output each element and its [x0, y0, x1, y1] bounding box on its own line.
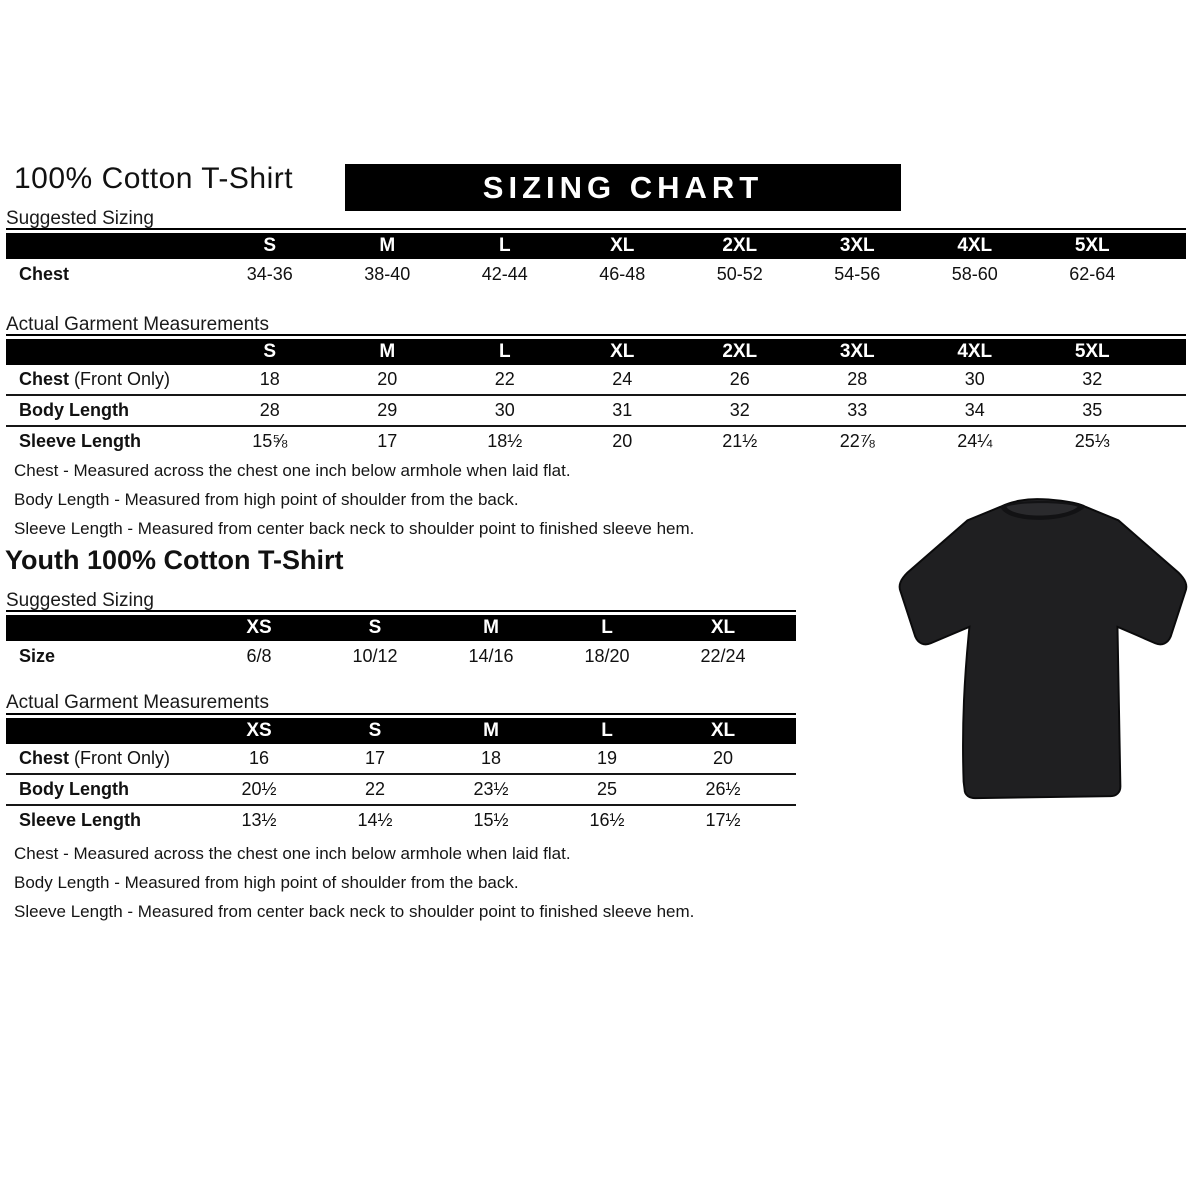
- column-header: M: [483, 720, 499, 741]
- column-header: 3XL: [839, 235, 875, 256]
- cell-value: 42-44: [481, 264, 528, 284]
- table-row: [6, 773, 796, 804]
- table-row: [6, 425, 1186, 456]
- cell-value: 30: [494, 400, 515, 420]
- cell-value: 22: [364, 779, 386, 799]
- black-tshirt-image: [892, 490, 1192, 812]
- youth-actual-measurements-table: [6, 713, 796, 835]
- cell-value: 20: [377, 369, 398, 389]
- cell-value: 14/16: [468, 646, 514, 666]
- sizing-chart-banner: SIZING CHART: [345, 164, 901, 211]
- cell-value: 33: [847, 400, 868, 420]
- table-row: [6, 394, 1186, 425]
- cell-value: 18½: [487, 431, 523, 451]
- column-header: L: [601, 617, 613, 638]
- column-header: L: [601, 720, 613, 741]
- cell-value: 30: [964, 369, 985, 389]
- cell-value: 18: [259, 369, 280, 389]
- column-header: 5XL: [1074, 341, 1110, 362]
- table-header-row: [6, 233, 1186, 259]
- table-row: [6, 744, 796, 773]
- adult-actual-measurements-label: Actual Garment Measurements: [6, 314, 269, 335]
- column-header: L: [498, 235, 511, 256]
- youth-suggested-sizing-table: [6, 610, 796, 672]
- cell-value: 32: [729, 400, 750, 420]
- cell-value: 13½: [241, 810, 277, 830]
- cell-value: 16: [248, 748, 270, 768]
- cell-value: 17½: [705, 810, 741, 830]
- note-line: Chest - Measured across the chest one inch below armhole when laid flat.: [14, 844, 571, 863]
- cell-value: 17: [364, 748, 386, 768]
- cell-value: 18/20: [584, 646, 630, 666]
- row-label: Body Length: [19, 400, 129, 420]
- cell-value: 62-64: [1069, 264, 1116, 284]
- column-header: S: [263, 235, 277, 256]
- cell-value: 15⅝: [252, 431, 288, 451]
- row-label-suffix: (Front Only): [69, 369, 171, 389]
- row-label: Body Length: [19, 779, 129, 799]
- table-header-row: [6, 339, 1186, 365]
- cell-value: 16½: [589, 810, 625, 830]
- column-header: XL: [610, 341, 635, 362]
- cell-value: 32: [1082, 369, 1103, 389]
- cell-value: 50-52: [716, 264, 763, 284]
- column-header: 4XL: [957, 341, 993, 362]
- column-header: S: [368, 720, 382, 741]
- adult-suggested-sizing-table: [6, 228, 1186, 290]
- column-header: 4XL: [957, 235, 993, 256]
- cell-value: 31: [612, 400, 633, 420]
- cell-value: 18: [480, 748, 502, 768]
- column-header: XL: [710, 720, 736, 741]
- column-header: 2XL: [722, 235, 758, 256]
- note-line: Sleeve Length - Measured from center back neck to shoulder point to finished sleeve hem.: [14, 902, 695, 921]
- column-header: 5XL: [1074, 235, 1110, 256]
- adult-suggested-sizing-label: Suggested Sizing: [6, 208, 154, 229]
- cell-value: 20: [612, 431, 633, 451]
- column-header: M: [483, 617, 499, 638]
- cell-value: 54-56: [834, 264, 881, 284]
- cell-value: 21½: [722, 431, 758, 451]
- column-header: 2XL: [722, 341, 758, 362]
- cell-value: 14½: [357, 810, 393, 830]
- youth-measurement-notes: [14, 839, 694, 926]
- row-label: Chest (Front Only): [19, 369, 171, 389]
- row-label: Sleeve Length: [19, 810, 142, 830]
- cell-value: 29: [377, 400, 398, 420]
- youth-suggested-sizing-label: Suggested Sizing: [6, 590, 154, 611]
- row-label: Chest (Front Only): [19, 748, 171, 768]
- cell-value: 24¼: [957, 431, 993, 451]
- cell-value: 46-48: [599, 264, 646, 284]
- column-header: XL: [710, 617, 736, 638]
- cell-value: 28: [847, 369, 868, 389]
- cell-value: 25⅓: [1074, 431, 1110, 451]
- cell-value: 35: [1082, 400, 1103, 420]
- cell-value: 19: [596, 748, 618, 768]
- note-line: Body Length - Measured from high point of shoulder from the back.: [14, 490, 519, 509]
- row-label: Sleeve Length: [19, 431, 142, 451]
- column-header: M: [379, 341, 396, 362]
- cell-value: 23½: [473, 779, 509, 799]
- row-label-suffix: (Front Only): [69, 748, 171, 768]
- adult-section-title: 100% Cotton T-Shirt: [14, 162, 294, 195]
- cell-value: 58-60: [951, 264, 998, 284]
- row-label: Size: [19, 646, 56, 666]
- table-row: [6, 259, 1186, 290]
- table-row: [6, 365, 1186, 394]
- cell-value: 15½: [473, 810, 509, 830]
- note-line: Body Length - Measured from high point of shoulder from the back.: [14, 873, 519, 892]
- table-header-row: [6, 718, 796, 744]
- column-header: XL: [610, 235, 635, 256]
- table-row: [6, 804, 796, 835]
- adult-measurement-notes: [14, 456, 694, 543]
- cell-value: 20½: [241, 779, 277, 799]
- cell-value: 26½: [705, 779, 741, 799]
- table-header-row: [6, 615, 796, 641]
- cell-value: 22/24: [700, 646, 746, 666]
- cell-value: 26: [729, 369, 750, 389]
- cell-value: 10/12: [352, 646, 398, 666]
- table-row: [6, 641, 796, 672]
- column-header: XS: [246, 720, 272, 741]
- column-header: S: [368, 617, 382, 638]
- cell-value: 34: [964, 400, 985, 420]
- note-line: Chest - Measured across the chest one inch below armhole when laid flat.: [14, 461, 571, 480]
- cell-value: 20: [712, 748, 734, 768]
- cell-value: 34-36: [246, 264, 293, 284]
- column-header: S: [263, 341, 277, 362]
- note-line: Sleeve Length - Measured from center back neck to shoulder point to finished sleeve hem.: [14, 519, 695, 538]
- row-label: Chest: [19, 264, 70, 284]
- cell-value: 28: [259, 400, 280, 420]
- youth-actual-measurements-label: Actual Garment Measurements: [6, 692, 269, 713]
- adult-actual-measurements-table: [6, 334, 1186, 456]
- tshirt-body-shape: [900, 499, 1187, 798]
- youth-section-title: Youth 100% Cotton T-Shirt: [5, 545, 344, 575]
- column-header: 3XL: [839, 341, 875, 362]
- cell-value: 38-40: [364, 264, 411, 284]
- column-header: M: [379, 235, 396, 256]
- column-header: L: [498, 341, 511, 362]
- column-header: XS: [246, 617, 272, 638]
- cell-value: 22⅞: [839, 431, 875, 451]
- cell-value: 24: [612, 369, 633, 389]
- cell-value: 17: [377, 431, 398, 451]
- cell-value: 25: [596, 779, 618, 799]
- cell-value: 22: [494, 369, 515, 389]
- cell-value: 6/8: [246, 646, 272, 666]
